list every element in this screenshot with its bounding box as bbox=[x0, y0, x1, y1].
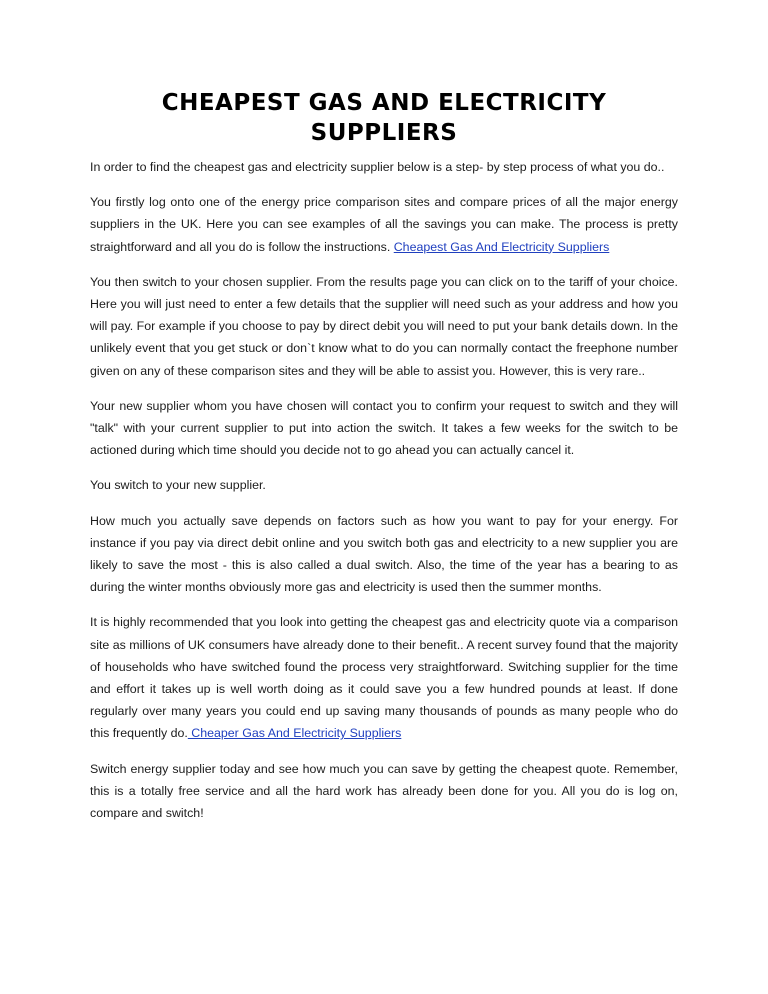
paragraph-recommendation bbox=[90, 611, 678, 744]
paragraph-text: You then switch to your chosen supplier. From the results page you can click on to the tariff of your choice. Here you will just need to enter a few details that the supplier will need such as your address and how you will pay. For example if you choose to pay by direct debit you will need to put your bank details down. In the unlikely event that you get stuck or don`t know what to do you can normally contact the freephone number given on any of these comparison sites and they will be able to assist you. However, this is very rare.. bbox=[90, 274, 678, 378]
paragraph-you-switch bbox=[90, 474, 678, 496]
paragraph-text: How much you actually save depends on factors such as how you want to pay for your energy. For instance if you pay via direct debit online and you switch both gas and electricity to a new supplier you are likely to save the most - this is also called a dual switch. Also, the time of the year has a bearing to as during the winter months obviously more gas and electricity is used then the summer months. bbox=[90, 513, 678, 595]
paragraph-new-supplier bbox=[90, 395, 678, 462]
paragraph-text: It is highly recommended that you look into getting the cheapest gas and electricity quote via a comparison site as millions of UK consumers have already done to their benefit.. A recent survey found that the majority of households who have switched found the process very straightforward. Switching supplier for the time and effort it takes up is well worth doing as it could save you a few hundred pounds at least. If done regularly over many years you could end up saving many thousands of pounds as many people who do this frequently do. bbox=[90, 615, 678, 741]
paragraph-comparison-sites bbox=[90, 191, 678, 258]
paragraph-text: You firstly log onto one of the energy price comparison sites and compare prices of all the major energy suppliers in the UK. Here you can see examples of all the savings you can make. The process is pretty straightforward and all you do is follow the instructions. bbox=[90, 195, 678, 254]
cheapest-gas-link[interactable]: Cheapest Gas And Electricity Suppliers bbox=[393, 239, 610, 254]
paragraph-text: You switch to your new supplier. bbox=[90, 478, 266, 493]
paragraph-text: In order to find the cheapest gas and electricity supplier below is a step- by step process of what you do.. bbox=[90, 160, 665, 174]
page-title: CHEAPEST GAS AND ELECTRICITY SUPPLIERS bbox=[161, 90, 607, 146]
document-page bbox=[90, 88, 678, 837]
cheaper-gas-link[interactable]: Cheaper Gas And Electricity Suppliers bbox=[187, 726, 402, 741]
paragraph-conclusion bbox=[90, 758, 678, 825]
paragraph-intro bbox=[90, 156, 678, 178]
paragraph-text: Your new supplier whom you have chosen will contact you to confirm your request to switch and they will "talk" with your current supplier to put into action the switch. It takes a few weeks for the switch to be actioned during which time should you decide not to go ahead you can actually cancel it. bbox=[90, 398, 678, 458]
paragraph-savings bbox=[90, 510, 678, 599]
paragraph-switch-supplier bbox=[90, 271, 678, 382]
paragraph-text: Switch energy supplier today and see how much you can save by getting the cheapest quote. Remember, this is a totally free service and all the hard work has already been done for you. All you do is log on, compare and switch! bbox=[90, 761, 678, 821]
